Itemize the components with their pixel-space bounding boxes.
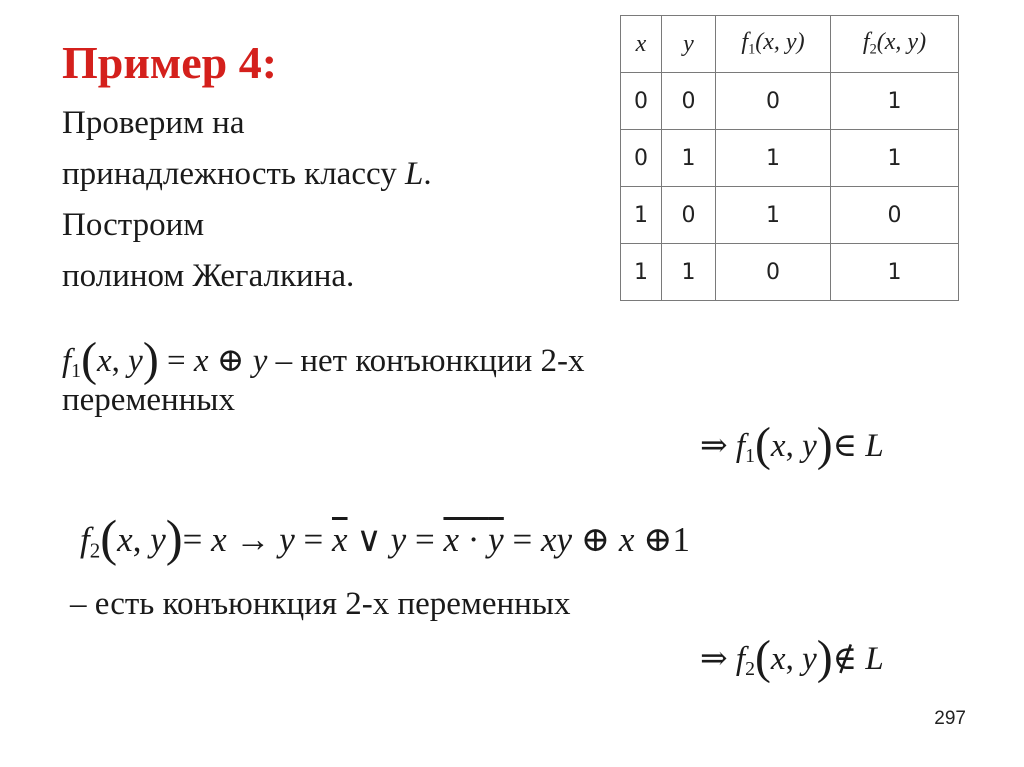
cell-f1: 0 <box>716 244 831 301</box>
slide-title: Пример 4: <box>62 37 278 88</box>
f1-conclusion: ⇒ $f_1(x$, y)∈ L <box>700 417 884 471</box>
table-row <box>621 73 959 130</box>
cell-y: 0 <box>662 187 716 244</box>
table-row <box>621 130 959 187</box>
cell-f1: 1 <box>716 187 831 244</box>
f2-note: – есть конъюнкция 2-х переменных <box>70 586 571 622</box>
page-number: 297 <box>934 708 966 729</box>
cell-f2: 0 <box>831 187 959 244</box>
intro-line-3: Построим <box>62 207 205 243</box>
intro-line-1: Проверим на <box>62 105 245 141</box>
header-x: x <box>621 16 662 73</box>
cell-f2: 1 <box>831 130 959 187</box>
f1-equation: $f_1(x$, y) = x ⊕ y – нет конъюнкции 2-х <box>62 332 585 386</box>
header-f2: $f_2(x$, y) <box>831 16 959 73</box>
cell-y: 1 <box>662 244 716 301</box>
intro-text <box>62 98 432 302</box>
class-letter: L <box>404 156 424 192</box>
cell-f2: 1 <box>831 244 959 301</box>
header-y: y <box>662 16 716 73</box>
truth-table <box>620 15 959 301</box>
header-f1: $f_1(x$, y) <box>716 16 831 73</box>
cell-x: 0 <box>621 130 662 187</box>
cell-f1: 0 <box>716 73 831 130</box>
cell-x: 1 <box>621 187 662 244</box>
cell-x: 1 <box>621 244 662 301</box>
f2-equation: $f_2(x$, $y)= x \to y = \overline{x}$ ∨ y = x · y = xy ⊕ x ⊕1 <box>80 510 690 567</box>
f2-conclusion: ⇒ $f_2(x$, y)∉ L <box>700 630 884 684</box>
truth-table-header <box>621 16 959 73</box>
cell-y: 1 <box>662 130 716 187</box>
intro-line-2-text: принадлежность классу <box>62 156 397 192</box>
table-row <box>621 187 959 244</box>
cell-f1: 1 <box>716 130 831 187</box>
intro-line-4: полином Жегалкина. <box>62 258 355 294</box>
table-row <box>621 244 959 301</box>
intro-line-2: принадлежность классу L. <box>62 156 432 192</box>
f1-note-line-2: переменных <box>62 382 235 418</box>
f1-note-line-1: – нет конъюнкции 2-х <box>275 343 585 379</box>
cell-x: 0 <box>621 73 662 130</box>
cell-f2: 1 <box>831 73 959 130</box>
cell-y: 0 <box>662 73 716 130</box>
